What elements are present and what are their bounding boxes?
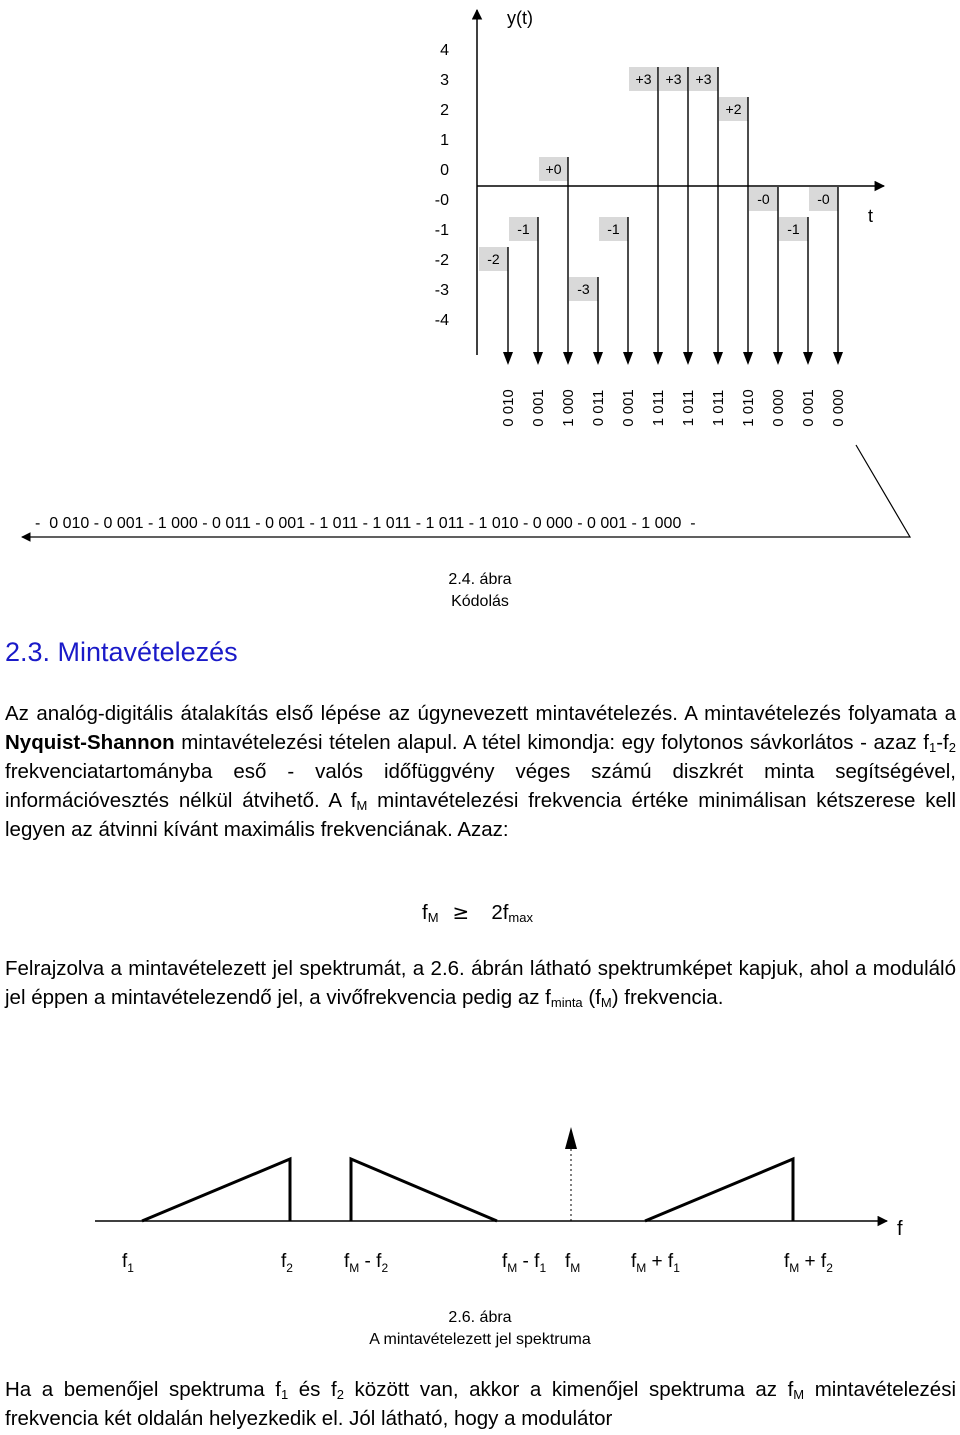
text-run: ) frekvencia. [611, 986, 724, 1009]
text-run: Az analóg-digitális átalakítás első lépése az úgynevezett mintavételezés. A mintavételezés folyamata a [5, 702, 956, 725]
text-run: frekvenciatartományba eső - valós időfüggvény véges számú diszkrét minta segítségével, információvesztés nélkül átvihető. A f [5, 760, 956, 812]
paragraph-1 [5, 699, 956, 844]
formula-f: f [422, 901, 428, 924]
figure-2-4 [0, 0, 960, 560]
stem-arrow [533, 352, 543, 365]
frequency-labels [122, 1251, 833, 1275]
spectrum-upper-sideband [645, 1159, 793, 1221]
section-title: 2.3. Mintavételezés [5, 637, 238, 667]
sample-stems [479, 67, 843, 365]
code-word: 0 000 [830, 389, 847, 427]
code-word: 1 011 [650, 389, 667, 427]
text-run: mintavételezési tételen alapul. A tétel kimondja: egy folytonos sávkorlátos - azaz f [174, 731, 929, 754]
sample-value: -1 [787, 221, 800, 237]
figure-2-6-caption [330, 1307, 630, 1351]
paragraph-3 [5, 1375, 956, 1433]
level-label: 2 [440, 102, 449, 119]
code-word: 0 000 [770, 389, 787, 427]
code-word: 0 001 [530, 389, 547, 427]
sample-value: -1 [517, 221, 530, 237]
level-label: -0 [434, 192, 449, 209]
sample-value: -0 [757, 191, 770, 207]
text-run: -f [936, 731, 949, 754]
stem-arrow [803, 352, 813, 365]
level-label: 0 [440, 162, 449, 179]
stem-arrow [563, 352, 573, 365]
subscript: M [356, 798, 368, 813]
stem-arrow [503, 352, 513, 365]
subscript: M [600, 995, 612, 1010]
bold-term: Nyquist-Shannon [5, 731, 175, 754]
code-word: 0 010 [500, 389, 517, 427]
level-label: -1 [434, 222, 449, 239]
t-axis-label: t [868, 206, 874, 226]
ge-symbol: ≥ [452, 900, 470, 924]
stem-arrow [623, 352, 633, 365]
frequency-label: $f_M + f_2$ [784, 1251, 833, 1275]
subscript: max [508, 910, 533, 925]
sample-value: +3 [665, 71, 682, 87]
code-labels [500, 389, 847, 427]
y-axis-label: y(t) [507, 8, 533, 28]
f-axis-label: f [897, 1218, 903, 1240]
text-run: (f [582, 986, 601, 1009]
code-word: 0 001 [800, 389, 817, 427]
text-run: mintavételezési frekvencia értéke minimálisan kétszerese kell legyen az átvinni kívánt maximális frekvenciának. Azaz: [5, 789, 957, 841]
stem-arrow [773, 352, 783, 365]
formula-2f: 2f [491, 901, 509, 924]
frequency-label: $f_M - f_1$ [502, 1251, 547, 1275]
level-label: -3 [434, 282, 449, 299]
level-label: 4 [440, 42, 449, 59]
caption-number: 2.6. ábra [448, 1309, 512, 1326]
sample-value: -3 [577, 281, 590, 297]
frequency-label: $f_M + f_1$ [631, 1251, 680, 1275]
text-run: és f [288, 1378, 337, 1401]
frequency-label: $f_M$ [565, 1251, 581, 1275]
subscript: 2 [948, 740, 956, 755]
level-labels [435, 42, 449, 329]
nyquist-formula [422, 900, 533, 925]
frequency-label: $f_2$ [281, 1251, 293, 1275]
stem-arrow [833, 352, 843, 365]
subscript: 2 [336, 1387, 344, 1402]
stem-arrow [593, 352, 603, 365]
caption-number: 2.4. ábra [448, 571, 512, 588]
text-run: Felrajzolva a mintavételezett jel spektrumát, a 2.6. ábrán látható spektrumképet kapjuk, ahol a moduláló jel éppen a mintavételezendő jel, a vivőfrekvencia pedig az f [5, 957, 956, 1009]
stem-arrow [653, 352, 663, 365]
frequency-label: $f_M - f_2$ [344, 1251, 389, 1275]
carrier-arrow [565, 1127, 577, 1149]
figure-2-4-caption [400, 569, 560, 613]
code-word: 1 011 [710, 389, 727, 427]
bitstream-text: - 0 010 - 0 001 - 1 000 - 0 011 - 0 001 - 1 011 - 1 011 - 1 011 - 1 010 - 0 000 - 0 001 - 1 000 - [35, 515, 696, 532]
subscript: M [427, 910, 439, 925]
code-word: 1 010 [740, 389, 757, 427]
text-run: mintavételezési frekvencia két oldalán helyezkedik el. Jól látható, hogy a modulátor [5, 1378, 957, 1430]
subscript: 1 [929, 740, 937, 755]
spectrum-lower-sideband [351, 1159, 497, 1221]
subscript: 1 [280, 1387, 289, 1402]
spectrum-baseband [142, 1159, 290, 1221]
paragraph-2 [5, 954, 956, 1012]
sample-value: +3 [635, 71, 652, 87]
code-word: 0 011 [590, 389, 607, 427]
stem-arrow [743, 352, 753, 365]
text-run: között van, akkor a kimenőjel spektruma az f [343, 1378, 794, 1401]
sample-value: -0 [817, 191, 830, 207]
stem-arrow [713, 352, 723, 365]
level-label: -2 [434, 252, 449, 269]
sample-value: -1 [607, 221, 620, 237]
sample-value: -2 [487, 251, 500, 267]
figure-2-6 [0, 1095, 960, 1295]
subscript: M [793, 1387, 805, 1402]
subscript: minta [550, 995, 583, 1010]
stem-arrow [683, 352, 693, 365]
sample-value: +0 [545, 161, 562, 177]
level-label: 3 [440, 72, 449, 89]
sample-value: +2 [725, 101, 742, 117]
code-word: 0 001 [620, 389, 637, 427]
code-word: 1 000 [560, 389, 577, 427]
caption-title: Kódolás [451, 593, 509, 610]
code-word: 1 011 [680, 389, 697, 427]
frequency-label: $f_1$ [122, 1251, 134, 1275]
level-label: -4 [434, 312, 449, 329]
text-run: Ha a bemenőjel spektruma f [5, 1378, 281, 1401]
level-label: 1 [440, 132, 449, 149]
sample-value: +3 [695, 71, 712, 87]
caption-title: A mintavételezett jel spektruma [369, 1331, 591, 1348]
